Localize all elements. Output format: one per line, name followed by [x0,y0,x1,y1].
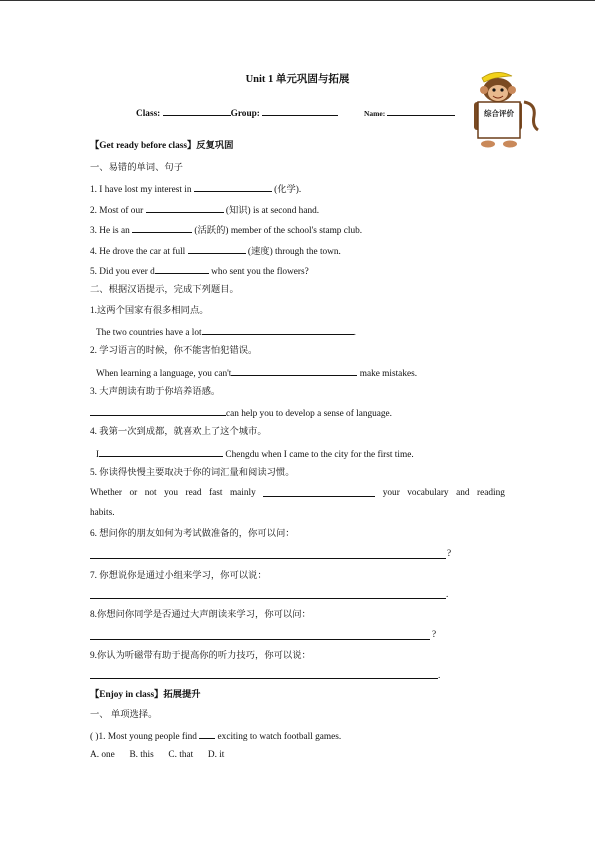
answer-blank[interactable] [155,264,209,274]
option-d[interactable]: D. it [207,750,225,760]
part-two-heading: 二、根据汉语提示，完成下列题目。 [90,285,239,295]
mc-question-1-options [90,749,224,761]
answer-blank[interactable] [194,182,272,192]
translation-q4-sentence: I Chengdu when I came to the city for the first time. [96,447,414,461]
answer-blank[interactable] [263,487,375,497]
section-get-ready-heading: 【Get ready before class】反复巩固 [90,141,234,151]
vocab-item-5: 5. Did you ever d who sent you the flowers? [90,264,309,278]
answer-blank[interactable] [188,244,246,254]
answer-line-q8[interactable] [90,638,430,640]
translation-q1-prompt: 1.这两个国家有很多相同点。 [90,306,209,316]
answer-line-q7[interactable] [90,597,446,599]
translation-q5-prompt: 5. 你读得快慢主要取决于你的词汇量和阅读习惯。 [90,468,295,478]
vocab-item-3: 3. He is an (活跃的) member of the school's stamp club. [90,223,362,237]
translation-q5-sentence: Whether or not you read fast mainly your vocabulary and reading [90,488,505,498]
answer-blank[interactable] [90,406,226,416]
answer-blank[interactable] [146,203,224,213]
q8-end-mark: ? [432,630,437,640]
page-title: Unit 1 单元巩固与拓展 [245,74,350,85]
section-enjoy-heading: 【Enjoy in class】拓展提升 [90,690,201,700]
translation-q3-sentence: can help you to develop a sense of language. [90,406,392,420]
situational-q9-prompt: 9.你认为听磁带有助于提高你的听力技巧，你可以说： [90,651,311,661]
vocab-item-2: 2. Most of our (知识) is at second hand. [90,203,319,217]
translation-q4-prompt: 4. 我第一次到成都，就喜欢上了这个城市。 [90,427,267,437]
answer-blank[interactable] [132,223,192,233]
name-label: Name: [364,109,388,118]
answer-blank[interactable] [202,325,354,335]
situational-q6-prompt: 6. 想问你的朋友如何为考试做准备的，你可以问： [90,529,295,539]
top-border-line [0,0,595,1]
group-label: Group: [230,109,263,119]
part-one-heading: 一、易错的单词、句子 [90,163,183,173]
translation-q1-sentence: The two countries have a lot . [96,325,356,339]
answer-line-q6[interactable] [90,557,446,559]
option-c[interactable]: C. that [168,750,194,760]
answer-blank[interactable] [199,729,215,739]
q6-end-mark: ? [447,549,452,559]
situational-q8-prompt: 8.你想问你同学是否通过大声朗读来学习，你可以问： [90,610,311,620]
name-blank[interactable] [387,106,455,116]
option-a[interactable]: A. one [90,750,115,760]
q9-end-mark: . [438,671,441,681]
name-field [364,106,455,120]
q7-end-mark: . [446,590,449,600]
group-blank[interactable] [262,106,338,116]
badge-label: 综合评价 [484,109,514,118]
translation-q5-line2: habits. [90,508,115,518]
option-b[interactable]: B. this [129,750,154,760]
translation-q3-prompt: 3. 大声朗读有助于你培养语感。 [90,387,221,397]
vocab-item-1: 1. I have lost my interest in (化学). [90,182,301,196]
translation-q2-prompt: 2. 学习语言的时候，你不能害怕犯错误。 [90,346,258,356]
answer-blank[interactable] [99,447,223,457]
monkey-evaluation-badge [468,68,548,150]
multiple-choice-heading: 一、 单项选择。 [90,710,158,720]
answer-line-q9[interactable] [90,677,438,679]
translation-q2-sentence: When learning a language, you can't make mistakes. [96,366,417,380]
answer-blank[interactable] [231,366,357,376]
situational-q7-prompt: 7. 你想说你是通过小组来学习，你可以说： [90,571,267,581]
mc-question-1: ( )1. Most young people find exciting to watch football games. [90,729,341,743]
class-label: Class: [136,109,163,119]
class-field [136,106,338,120]
vocab-item-4: 4. He drove the car at full (速度) through the town. [90,244,341,258]
class-blank[interactable] [163,106,231,116]
